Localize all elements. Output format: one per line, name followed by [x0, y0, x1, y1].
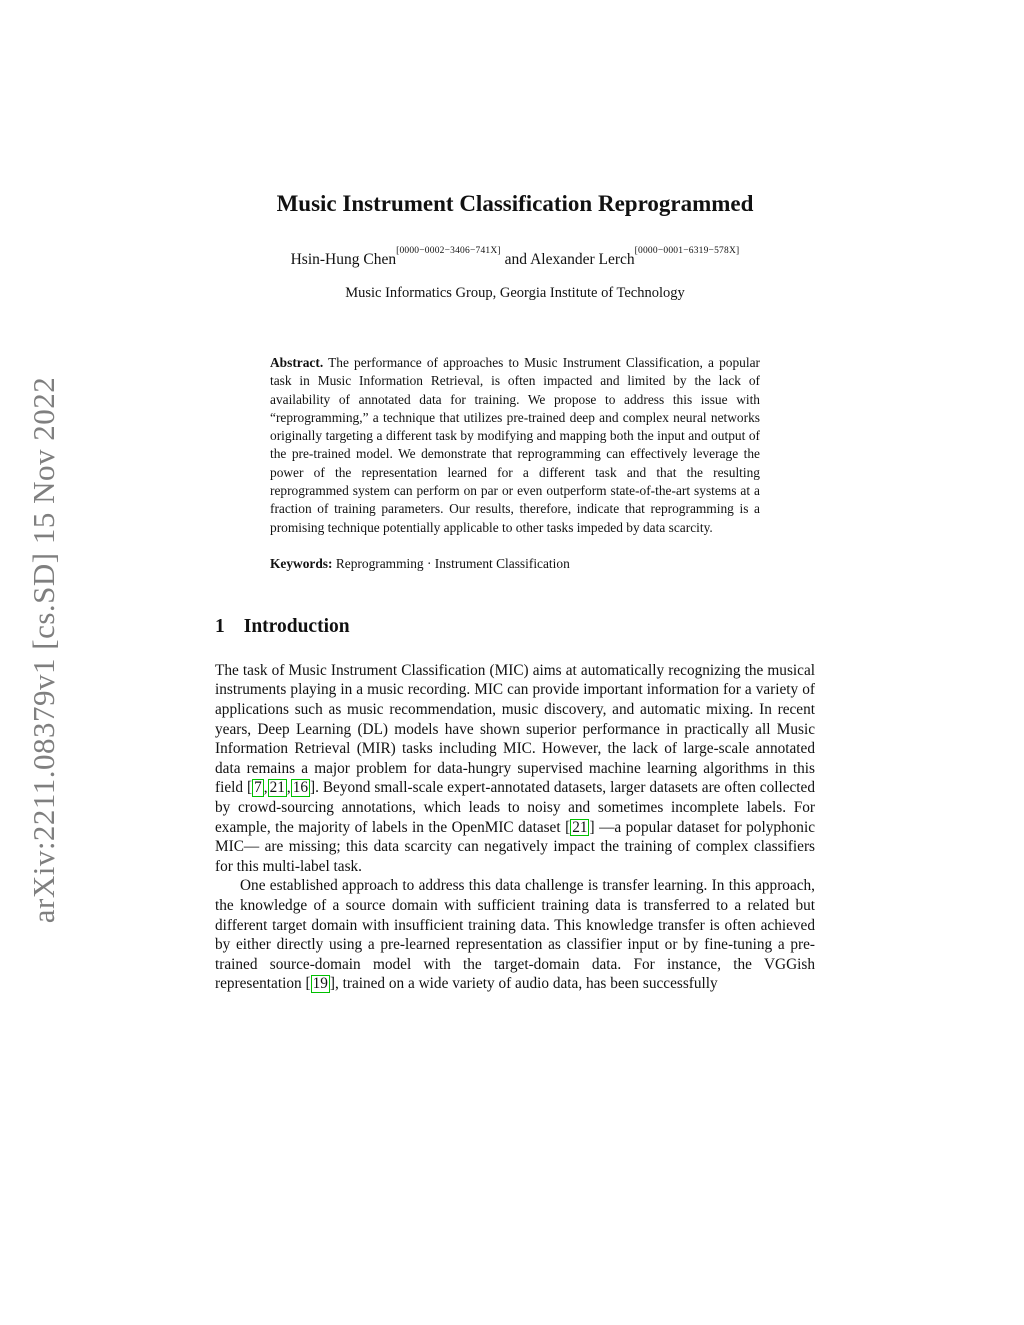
author-orcid: [0000−0001−6319−578X]	[634, 246, 740, 257]
paragraph: The task of Music Instrument Classification (MIC) aims at automatically recognizing the musical instruments playing in a music recording. MIC can provide important information for a variety of applications such as music recommendation, music discovery, and automatic mixing. In recent years, Deep Learning (DL) models have shown superior performance in practically all Music Information Retrieval (MIR) tasks including MIC. However, the lack of large-scale annotated data remains a major problem for data-hungry supervised machine learning algorithms in this field [ 7 , 21 , 16 ]. Beyond small-scale expert-annotated datasets, larger datasets are often collected by crowd-sourcing annotations, which leads to noisy and sometimes incomplete labels. For example, the majority of labels in the OpenMIC dataset [ 21 ] —a popular dataset for polyphonic MIC— are missing; this data scarcity can negatively impact the training of complex classifiers for this multi-label task.	[215, 661, 815, 875]
citation-link[interactable]: 19	[312, 975, 328, 993]
authors-separator: and	[504, 250, 528, 268]
citation-link[interactable]: 7	[254, 779, 262, 797]
abstract	[270, 354, 760, 537]
section-heading	[215, 616, 815, 638]
page-body	[215, 190, 815, 994]
section-number: 1	[215, 615, 225, 637]
affiliation: Music Informatics Group, Georgia Institute of Technology	[345, 284, 685, 301]
author-name: Alexander Lerch[0000−0001−6319−578X]	[530, 246, 740, 268]
keywords-label: Keywords:	[270, 555, 333, 571]
authors-line	[215, 246, 815, 269]
citation-link[interactable]: 21	[572, 818, 588, 836]
arxiv-watermark: arXiv:2211.08379v1 [cs.SD] 15 Nov 2022	[26, 376, 61, 924]
author-orcid: [0000−0002−3406−741X]	[396, 246, 501, 257]
citation-link[interactable]: 21	[269, 779, 285, 797]
abstract-text: The performance of approaches to Music Instrument Classification, a popular task in Music Information Retrieval, is often impacted and limited by the lack of availability of annotated data for training. We propose to address this issue with “reprogramming,” a technique that utilizes pre-trained deep and complex neural networks originally targeting a different task by modifying and mapping both the input and output of the pre-trained model. We demonstrate that reprogramming can effectively leverage the power of the representation learned for a different task and that the resulting reprogrammed system can perform on par or even outperform state-of-the-art systems at a fraction of training parameters. Our results, therefore, indicate that reprogramming is a promising technique potentially applicable to other tasks impeded by data scarcity.	[270, 354, 760, 535]
citation-link[interactable]: 16	[292, 779, 308, 797]
paper-title: Music Instrument Classification Reprogrammed	[276, 191, 754, 216]
abstract-label: Abstract.	[270, 354, 324, 370]
keywords-text: Reprogramming · Instrument Classification	[335, 555, 570, 571]
author-name: Hsin-Hung Chen[0000−0002−3406−741X]	[290, 246, 501, 268]
keywords-line	[270, 556, 760, 572]
section-title: Introduction	[243, 615, 350, 637]
paragraph: One established approach to address this data challenge is transfer learning. In this approach, the knowledge of a source domain with sufficient training data is transferred to a related but different target domain with insufficient training data. This knowledge transfer is often achieved by either directly using a pre-learned representation as classifier input or by fine-tuning a pre-trained source-domain model with the target-domain data. For instance, the VGGish representation [ 19 ], trained on a wide variety of audio data, has been successfully	[215, 877, 815, 993]
